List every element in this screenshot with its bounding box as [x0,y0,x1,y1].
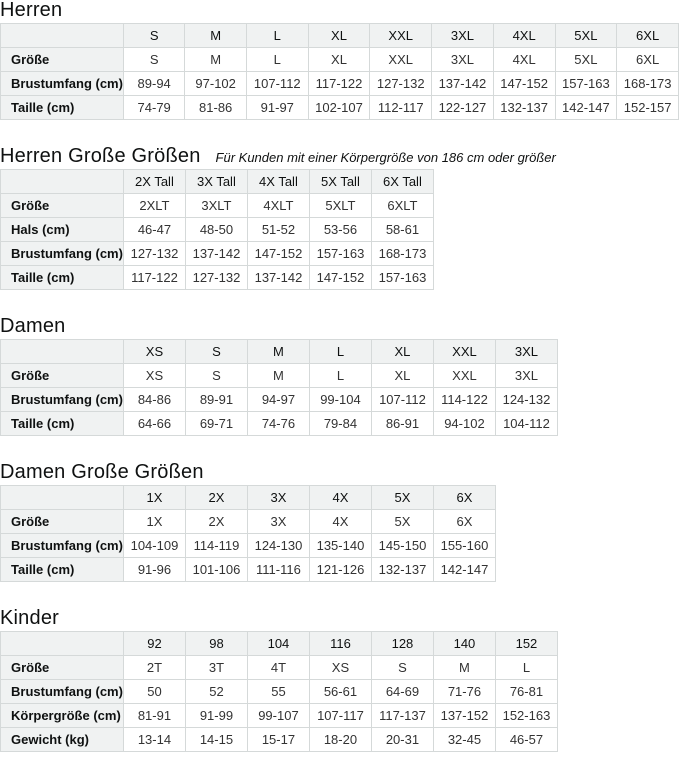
size-value-cell: 50 [123,680,185,704]
column-header: 5X Tall [309,170,371,194]
size-value-cell: S [123,48,184,72]
size-value-cell: 132-137 [371,558,433,582]
size-value-cell: 91-96 [123,558,185,582]
size-value-cell: 152-157 [617,96,679,120]
size-value-cell: 6XL [617,48,679,72]
column-header: 5XL [555,24,617,48]
section-herren-header [0,0,679,20]
table-row [1,728,558,752]
column-header: 1X [123,486,185,510]
size-value-cell: M [247,364,309,388]
corner-cell [1,170,124,194]
damen-plus-size-table [0,485,496,582]
size-value-cell: 142-147 [555,96,617,120]
kinder-size-table [0,631,558,752]
column-header: 4X Tall [247,170,309,194]
column-header: 2X Tall [123,170,185,194]
corner-cell [1,632,124,656]
table-row [1,72,679,96]
size-value-cell: 111-116 [247,558,309,582]
size-value-cell: 107-112 [246,72,308,96]
column-header-row [1,486,496,510]
section-title: Herren Große Größen [0,145,201,167]
size-value-cell: 81-91 [123,704,185,728]
column-header: 5X [371,486,433,510]
size-value-cell: 69-71 [185,412,247,436]
column-header: 4XL [493,24,555,48]
section-herren [0,0,679,120]
table-row [1,510,496,534]
size-value-cell: 104-109 [123,534,185,558]
size-value-cell: 112-117 [370,96,432,120]
size-value-cell: 122-127 [432,96,494,120]
size-value-cell: 147-152 [493,72,555,96]
table-row [1,680,558,704]
column-header: 98 [185,632,247,656]
section-title: Damen Große Größen [0,461,204,483]
size-value-cell: 107-117 [309,704,371,728]
row-label: Größe [1,48,124,72]
section-damen-grosse-groessen [0,462,679,582]
corner-cell [1,24,124,48]
size-value-cell: 20-31 [371,728,433,752]
size-value-cell: 5XLT [309,194,371,218]
size-value-cell: 55 [247,680,309,704]
size-value-cell: XXL [433,364,495,388]
size-value-cell: 56-61 [309,680,371,704]
column-header: M [247,340,309,364]
size-value-cell: 97-102 [185,72,247,96]
column-header: S [123,24,184,48]
size-value-cell: 114-122 [433,388,495,412]
column-header-row [1,24,679,48]
row-label: Größe [1,510,124,534]
column-header: S [185,340,247,364]
section-damen-header [0,316,679,336]
herren-size-table [0,23,679,120]
table-row [1,266,434,290]
size-value-cell: 58-61 [371,218,433,242]
section-damen-grosse-groessen-header [0,462,679,482]
section-title: Damen [0,315,66,337]
column-header: 6X [433,486,495,510]
size-value-cell: 94-102 [433,412,495,436]
column-header: XXL [433,340,495,364]
size-value-cell: 4X [309,510,371,534]
row-label: Größe [1,194,124,218]
size-value-cell: L [309,364,371,388]
size-value-cell: 6XLT [371,194,433,218]
size-value-cell: 3XL [495,364,557,388]
size-value-cell: 86-91 [371,412,433,436]
size-value-cell: 155-160 [433,534,495,558]
damen-size-table [0,339,558,436]
size-value-cell: 114-119 [185,534,247,558]
row-label: Größe [1,364,124,388]
column-header: XXL [370,24,432,48]
size-value-cell: 127-132 [123,242,185,266]
table-row [1,656,558,680]
column-header-row [1,632,558,656]
column-header: 3X Tall [185,170,247,194]
column-header: 6X Tall [371,170,433,194]
column-header: 152 [495,632,557,656]
row-label: Taille (cm) [1,266,124,290]
size-value-cell: 5X [371,510,433,534]
row-label: Brustumfang (cm) [1,388,124,412]
row-label: Größe [1,656,124,680]
size-value-cell: XL [371,364,433,388]
size-value-cell: S [185,364,247,388]
size-value-cell: 137-152 [433,704,495,728]
column-header: XL [308,24,370,48]
size-value-cell: 71-76 [433,680,495,704]
row-label: Brustumfang (cm) [1,534,124,558]
corner-cell [1,340,124,364]
column-header: L [309,340,371,364]
table-row [1,218,434,242]
table-row [1,48,679,72]
size-value-cell: 74-79 [123,96,184,120]
size-value-cell: 99-107 [247,704,309,728]
size-value-cell: XL [308,48,370,72]
size-value-cell: 157-163 [309,242,371,266]
size-value-cell: M [185,48,247,72]
size-value-cell: 74-76 [247,412,309,436]
size-value-cell: 5XL [555,48,617,72]
size-value-cell: 168-173 [371,242,433,266]
column-header: 140 [433,632,495,656]
size-value-cell: 84-86 [123,388,185,412]
size-value-cell: 117-122 [308,72,370,96]
row-label: Taille (cm) [1,412,124,436]
size-value-cell: 52 [185,680,247,704]
row-label: Brustumfang (cm) [1,72,124,96]
row-label: Taille (cm) [1,558,124,582]
size-value-cell: 53-56 [309,218,371,242]
size-value-cell: 135-140 [309,534,371,558]
column-header: 6XL [617,24,679,48]
size-value-cell: 3XLT [185,194,247,218]
table-row [1,412,558,436]
size-value-cell: 117-122 [123,266,185,290]
column-header-row [1,170,434,194]
section-subtitle: Für Kunden mit einer Körpergröße von 186 cm oder größer [215,150,556,165]
table-row [1,242,434,266]
size-value-cell: 104-112 [495,412,557,436]
column-header: 104 [247,632,309,656]
size-value-cell: 157-163 [555,72,617,96]
size-value-cell: 117-137 [371,704,433,728]
column-header: 4X [309,486,371,510]
size-value-cell: 145-150 [371,534,433,558]
size-value-cell: 2XLT [123,194,185,218]
section-damen [0,316,679,436]
size-value-cell: 81-86 [185,96,247,120]
size-value-cell: 76-81 [495,680,557,704]
size-value-cell: 3T [185,656,247,680]
table-row [1,364,558,388]
size-value-cell: 127-132 [185,266,247,290]
size-value-cell: 1X [123,510,185,534]
column-header: 3XL [432,24,494,48]
size-value-cell: 46-47 [123,218,185,242]
size-value-cell: 99-104 [309,388,371,412]
row-label: Gewicht (kg) [1,728,124,752]
size-value-cell: 64-66 [123,412,185,436]
section-kinder [0,608,679,752]
row-label: Brustumfang (cm) [1,242,124,266]
size-value-cell: 147-152 [247,242,309,266]
column-header: 3X [247,486,309,510]
table-row [1,96,679,120]
size-value-cell: 102-107 [308,96,370,120]
size-value-cell: 18-20 [309,728,371,752]
size-value-cell: 147-152 [309,266,371,290]
size-value-cell: 137-142 [432,72,494,96]
size-value-cell: 142-147 [433,558,495,582]
size-value-cell: 124-132 [495,388,557,412]
size-value-cell: 124-130 [247,534,309,558]
size-value-cell: 101-106 [185,558,247,582]
row-label: Brustumfang (cm) [1,680,124,704]
size-value-cell: 13-14 [123,728,185,752]
size-value-cell: 168-173 [617,72,679,96]
size-value-cell: 4XL [493,48,555,72]
size-value-cell: 152-163 [495,704,557,728]
row-label: Körpergröße (cm) [1,704,124,728]
size-value-cell: 107-112 [371,388,433,412]
size-value-cell: 94-97 [247,388,309,412]
table-row [1,388,558,412]
size-value-cell: 91-97 [246,96,308,120]
size-value-cell: 64-69 [371,680,433,704]
size-value-cell: 15-17 [247,728,309,752]
column-header: XL [371,340,433,364]
table-row [1,558,496,582]
table-row [1,704,558,728]
size-value-cell: XXL [370,48,432,72]
table-row [1,194,434,218]
size-value-cell: 79-84 [309,412,371,436]
column-header: XS [123,340,185,364]
size-value-cell: 48-50 [185,218,247,242]
corner-cell [1,486,124,510]
column-header: 92 [123,632,185,656]
column-header: 2X [185,486,247,510]
section-herren-grosse-groessen [0,146,679,290]
size-value-cell: 3XL [432,48,494,72]
size-value-cell: 46-57 [495,728,557,752]
size-value-cell: XS [123,364,185,388]
size-value-cell: 89-91 [185,388,247,412]
size-value-cell: 127-132 [370,72,432,96]
herren-tall-size-table [0,169,434,290]
section-title: Herren [0,0,63,21]
row-label: Taille (cm) [1,96,124,120]
size-value-cell: L [246,48,308,72]
section-herren-grosse-groessen-header [0,146,679,166]
size-value-cell: 2X [185,510,247,534]
size-value-cell: 4XLT [247,194,309,218]
column-header-row [1,340,558,364]
row-label: Hals (cm) [1,218,124,242]
size-value-cell: 32-45 [433,728,495,752]
column-header: L [246,24,308,48]
size-value-cell: 14-15 [185,728,247,752]
size-value-cell: 2T [123,656,185,680]
column-header: M [185,24,247,48]
size-value-cell: 137-142 [185,242,247,266]
section-kinder-header [0,608,679,628]
size-value-cell: 121-126 [309,558,371,582]
size-value-cell: L [495,656,557,680]
size-value-cell: 132-137 [493,96,555,120]
size-value-cell: 4T [247,656,309,680]
size-value-cell: 157-163 [371,266,433,290]
size-value-cell: 137-142 [247,266,309,290]
column-header: 128 [371,632,433,656]
size-value-cell: M [433,656,495,680]
column-header: 3XL [495,340,557,364]
size-value-cell: 91-99 [185,704,247,728]
size-value-cell: S [371,656,433,680]
size-value-cell: 89-94 [123,72,184,96]
size-value-cell: 51-52 [247,218,309,242]
section-title: Kinder [0,607,60,629]
table-row [1,534,496,558]
column-header: 116 [309,632,371,656]
size-value-cell: 3X [247,510,309,534]
size-value-cell: 6X [433,510,495,534]
size-value-cell: XS [309,656,371,680]
